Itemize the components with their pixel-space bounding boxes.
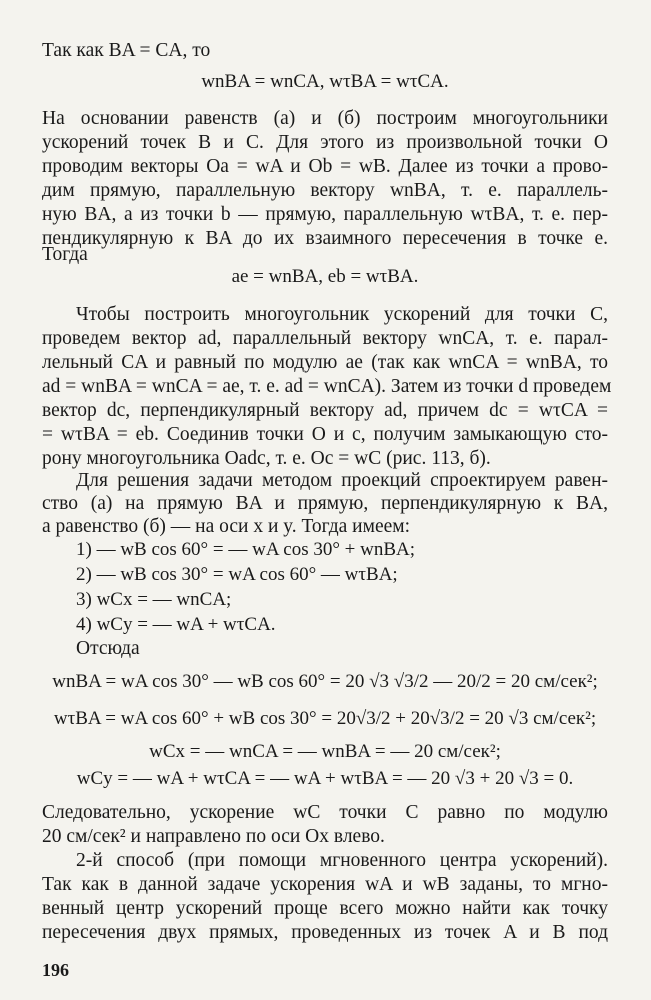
equation-line: wCy = — wA + wτCA = — wA + wτBA = — 20 √3 + 20 √3 = 0.: [76, 768, 574, 789]
text-line: ad = wnBA = wnCA = ae, т. е. ad = wnCA). Затем из точки d проведем: [42, 376, 612, 397]
text-line: Следовательно, ускорение wC точки C равно по модулю: [42, 802, 608, 823]
text-line: проведем вектор ad, параллельный вектору wnCA, т. е. парал-: [42, 328, 608, 349]
numbered-equation: 4) wCy = — wA + wτCA.: [76, 614, 276, 635]
text-line: рону многоугольника Oadc, т. е. Oc = wC (рис. 113, б).: [42, 448, 491, 469]
numbered-equation: 2) — wB cos 30° = wA cos 60° — wτBA;: [76, 564, 398, 585]
text-line: ную BA, а из точки b — прямую, параллельную wτBA, т. е. пер-: [42, 204, 608, 225]
numbered-equation: 3) wCx = — wnCA;: [76, 589, 232, 610]
paragraph-start-line: Чтобы построить многоугольник ускорений для точки C,: [76, 304, 608, 325]
text-line: пересечения двух прямых, проведенных из точек A и B под: [42, 922, 608, 943]
equation-line: wCx = — wnCA = — wnBA = — 20 см/сек²;: [149, 741, 501, 762]
text-line: ускорений точек B и C. Для этого из произвольной точки O: [42, 132, 608, 153]
equation-line: ae = wnBA, eb = wτBA.: [231, 266, 419, 287]
text-line: а равенство (б) — на оси x и y. Тогда имеем:: [42, 516, 411, 537]
text-line: пендикулярную к BA до их взаимного пересечения в точке e.: [42, 228, 608, 249]
text-line: На основании равенств (а) и (б) построим многоугольники: [42, 108, 608, 129]
text-line: Отсюда: [76, 638, 140, 659]
text-line: = wτBA = eb. Соединив точки O и c, получим замыкающую сто-: [42, 424, 608, 445]
text-line: ство (а) на прямую BA и прямую, перпендикулярную к BA,: [42, 493, 608, 514]
paragraph-start-line: 2-й способ (при помощи мгновенного центра ускорений).: [76, 850, 608, 871]
text-line: лельный CA и равный по модулю ae (так как wnCA = wnBA, то: [42, 352, 608, 373]
text-line: венный центр ускорений проще всего можно найти как точку: [42, 898, 608, 919]
equation-line: wnBA = wnCA, wτBA = wτCA.: [201, 71, 449, 92]
numbered-equation: 1) — wB cos 60° = — wA cos 30° + wnBA;: [76, 539, 416, 560]
text-line: Тогда: [42, 244, 88, 265]
page-number: 196: [42, 960, 69, 980]
text-line: проводим векторы Oa = wA и Ob = wB. Далее из точки a прово-: [42, 156, 608, 177]
text-line: дим прямую, параллельную вектору wnBA, т. е. параллель-: [42, 180, 608, 201]
text-line: Так как BA = CA, то: [42, 40, 211, 61]
text-line: Так как в данной задаче ускорения wA и wB заданы, то мгно-: [42, 874, 608, 895]
equation-line: wnBA = wA cos 30° — wB cos 60° = 20 √3 √3/2 — 20/2 = 20 см/сек²;: [52, 671, 598, 692]
equation-line: wτBA = wA cos 60° + wB cos 30° = 20√3/2 + 20√3/2 = 20 √3 см/сек²;: [53, 708, 597, 729]
text-line: 20 см/сек² и направлено по оси Ox влево.: [42, 826, 385, 847]
text-line: вектор dc, перпендикулярный вектору ad, причем dc = wτCA =: [42, 400, 608, 421]
paragraph-start-line: Для решения задачи методом проекций спроектируем равен-: [76, 470, 608, 491]
